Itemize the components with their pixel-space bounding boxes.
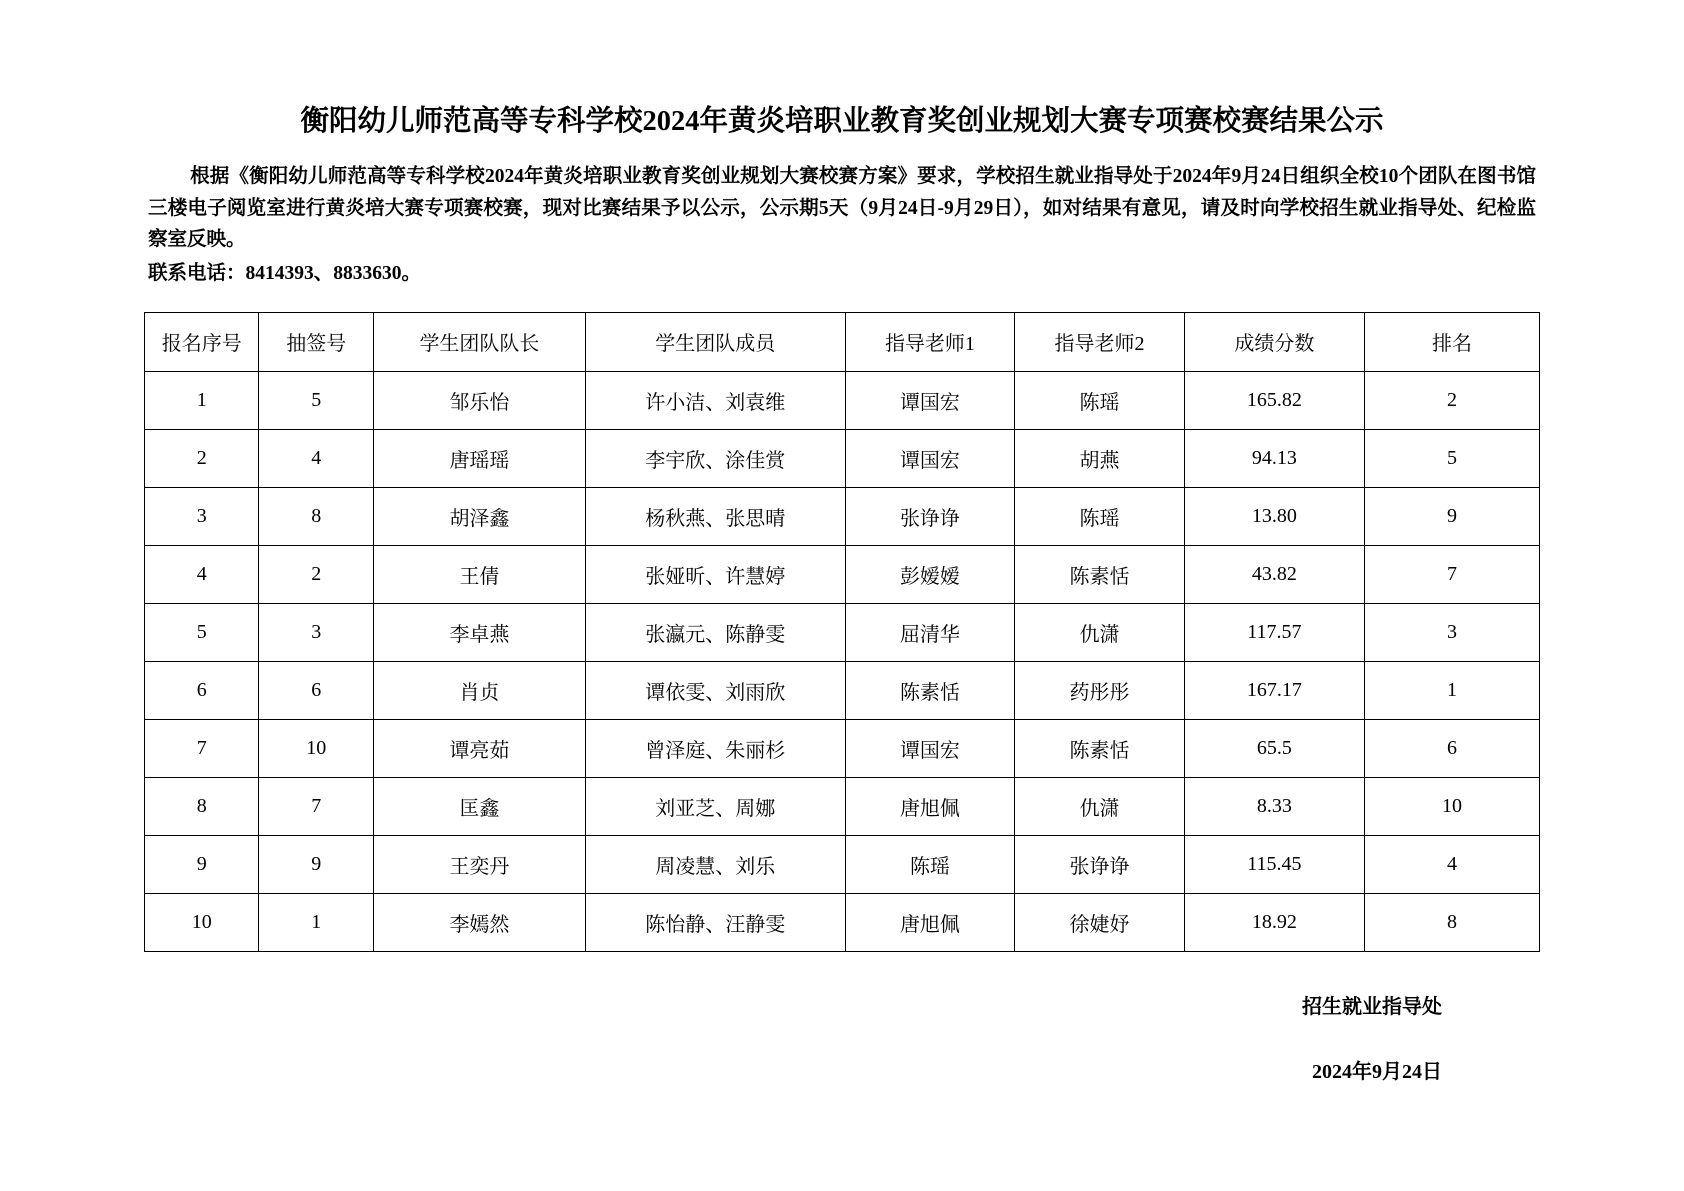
cell-registration-no: 3 bbox=[145, 487, 259, 545]
cell-advisor-1: 屈清华 bbox=[845, 603, 1015, 661]
cell-team-members: 周凌慧、刘乐 bbox=[585, 835, 845, 893]
cell-team-leader: 李嫣然 bbox=[373, 893, 585, 951]
cell-draw-no: 5 bbox=[259, 371, 373, 429]
cell-advisor-1: 唐旭佩 bbox=[845, 893, 1015, 951]
table-row bbox=[145, 603, 1540, 661]
paragraph-text: 根据《衡阳幼儿师范高等专科学校2024年黄炎培职业教育奖创业规划大赛校赛方案》要求，学校招生就业指导处于2024年9月24日组织全校10个团队在图书馆三楼电子阅览室进行黄炎培大赛专项赛校赛，现对比赛结果予以公示，公示期5天（9月24日-9月29日），如对结果有意见，请及时向学校招生就业指导处、纪检监察室反映。 bbox=[148, 166, 1536, 251]
cell-advisor-1: 谭国宏 bbox=[845, 371, 1015, 429]
cell-rank: 6 bbox=[1365, 719, 1540, 777]
cell-draw-no: 3 bbox=[259, 603, 373, 661]
cell-advisor-2: 徐婕妤 bbox=[1015, 893, 1185, 951]
cell-advisor-2: 陈素恬 bbox=[1015, 719, 1185, 777]
issue-date: 2024年9月24日 bbox=[1312, 1060, 1442, 1083]
cell-advisor-2: 仇潇 bbox=[1015, 777, 1185, 835]
table-row bbox=[145, 371, 1540, 429]
column-header-score: 成绩分数 bbox=[1184, 312, 1364, 371]
cell-team-leader: 王奕丹 bbox=[373, 835, 585, 893]
cell-draw-no: 1 bbox=[259, 893, 373, 951]
table-row bbox=[145, 719, 1540, 777]
cell-draw-no: 4 bbox=[259, 429, 373, 487]
cell-rank: 8 bbox=[1365, 893, 1540, 951]
column-header-advisor-2: 指导老师2 bbox=[1015, 312, 1185, 371]
cell-advisor-1: 陈素恬 bbox=[845, 661, 1015, 719]
cell-score: 165.82 bbox=[1184, 371, 1364, 429]
cell-score: 18.92 bbox=[1184, 893, 1364, 951]
cell-advisor-2: 陈瑶 bbox=[1015, 371, 1185, 429]
cell-team-members: 张瀛元、陈静雯 bbox=[585, 603, 845, 661]
cell-score: 115.45 bbox=[1184, 835, 1364, 893]
cell-draw-no: 8 bbox=[259, 487, 373, 545]
cell-rank: 4 bbox=[1365, 835, 1540, 893]
column-header-draw-no: 抽签号 bbox=[259, 312, 373, 371]
cell-advisor-2: 仇潇 bbox=[1015, 603, 1185, 661]
cell-score: 117.57 bbox=[1184, 603, 1364, 661]
cell-score: 65.5 bbox=[1184, 719, 1364, 777]
cell-draw-no: 2 bbox=[259, 545, 373, 603]
cell-score: 94.13 bbox=[1184, 429, 1364, 487]
cell-score: 8.33 bbox=[1184, 777, 1364, 835]
cell-registration-no: 1 bbox=[145, 371, 259, 429]
table-row bbox=[145, 545, 1540, 603]
column-header-registration-no: 报名序号 bbox=[145, 312, 259, 371]
cell-rank: 10 bbox=[1365, 777, 1540, 835]
cell-team-members: 陈怡静、汪静雯 bbox=[585, 893, 845, 951]
page-title: 衡阳幼儿师范高等专科学校2024年黄炎培职业教育奖创业规划大赛专项赛校赛结果公示 bbox=[300, 106, 1384, 137]
cell-team-members: 许小洁、刘袁维 bbox=[585, 371, 845, 429]
cell-registration-no: 5 bbox=[145, 603, 259, 661]
issuing-department: 招生就业指导处 bbox=[1302, 995, 1442, 1018]
cell-registration-no: 10 bbox=[145, 893, 259, 951]
cell-team-leader: 王倩 bbox=[373, 545, 585, 603]
column-header-advisor-1: 指导老师1 bbox=[845, 312, 1015, 371]
cell-rank: 5 bbox=[1365, 429, 1540, 487]
column-header-team-leader: 学生团队队长 bbox=[373, 312, 585, 371]
cell-rank: 2 bbox=[1365, 371, 1540, 429]
cell-registration-no: 8 bbox=[145, 777, 259, 835]
cell-registration-no: 2 bbox=[145, 429, 259, 487]
cell-advisor-1: 张诤诤 bbox=[845, 487, 1015, 545]
column-header-rank: 排名 bbox=[1365, 312, 1540, 371]
table-row bbox=[145, 661, 1540, 719]
cell-rank: 1 bbox=[1365, 661, 1540, 719]
cell-team-leader: 肖贞 bbox=[373, 661, 585, 719]
cell-team-leader: 邹乐怡 bbox=[373, 371, 585, 429]
table-row bbox=[145, 777, 1540, 835]
column-header-team-members: 学生团队成员 bbox=[585, 312, 845, 371]
cell-team-members: 李宇欣、涂佳赏 bbox=[585, 429, 845, 487]
table-header-row bbox=[145, 312, 1540, 371]
cell-registration-no: 6 bbox=[145, 661, 259, 719]
table-row bbox=[145, 429, 1540, 487]
cell-team-leader: 匡鑫 bbox=[373, 777, 585, 835]
contact-line: 联系电话：8414393、8833630。 bbox=[148, 262, 422, 284]
cell-rank: 7 bbox=[1365, 545, 1540, 603]
cell-team-members: 张娅昕、许慧婷 bbox=[585, 545, 845, 603]
cell-registration-no: 7 bbox=[145, 719, 259, 777]
cell-team-leader: 李卓燕 bbox=[373, 603, 585, 661]
cell-advisor-2: 陈瑶 bbox=[1015, 487, 1185, 545]
cell-advisor-2: 张诤诤 bbox=[1015, 835, 1185, 893]
cell-draw-no: 10 bbox=[259, 719, 373, 777]
table-row bbox=[145, 893, 1540, 951]
cell-team-members: 杨秋燕、张思晴 bbox=[585, 487, 845, 545]
cell-team-members: 谭依雯、刘雨欣 bbox=[585, 661, 845, 719]
cell-draw-no: 6 bbox=[259, 661, 373, 719]
table-row bbox=[145, 487, 1540, 545]
announcement-paragraph bbox=[0, 139, 1684, 256]
cell-draw-no: 7 bbox=[259, 777, 373, 835]
cell-advisor-2: 药彤彤 bbox=[1015, 661, 1185, 719]
cell-registration-no: 4 bbox=[145, 545, 259, 603]
cell-advisor-1: 谭国宏 bbox=[845, 719, 1015, 777]
cell-team-leader: 唐瑶瑶 bbox=[373, 429, 585, 487]
results-table bbox=[144, 312, 1540, 952]
cell-rank: 3 bbox=[1365, 603, 1540, 661]
cell-team-leader: 谭亮茹 bbox=[373, 719, 585, 777]
table-row bbox=[145, 835, 1540, 893]
cell-draw-no: 9 bbox=[259, 835, 373, 893]
cell-score: 167.17 bbox=[1184, 661, 1364, 719]
cell-team-members: 刘亚芝、周娜 bbox=[585, 777, 845, 835]
cell-advisor-1: 彭嫒嫒 bbox=[845, 545, 1015, 603]
cell-registration-no: 9 bbox=[145, 835, 259, 893]
cell-advisor-2: 陈素恬 bbox=[1015, 545, 1185, 603]
cell-team-leader: 胡泽鑫 bbox=[373, 487, 585, 545]
cell-advisor-1: 唐旭佩 bbox=[845, 777, 1015, 835]
cell-score: 43.82 bbox=[1184, 545, 1364, 603]
cell-advisor-1: 谭国宏 bbox=[845, 429, 1015, 487]
cell-advisor-1: 陈瑶 bbox=[845, 835, 1015, 893]
cell-team-members: 曾泽庭、朱丽杉 bbox=[585, 719, 845, 777]
cell-rank: 9 bbox=[1365, 487, 1540, 545]
cell-score: 13.80 bbox=[1184, 487, 1364, 545]
cell-advisor-2: 胡燕 bbox=[1015, 429, 1185, 487]
